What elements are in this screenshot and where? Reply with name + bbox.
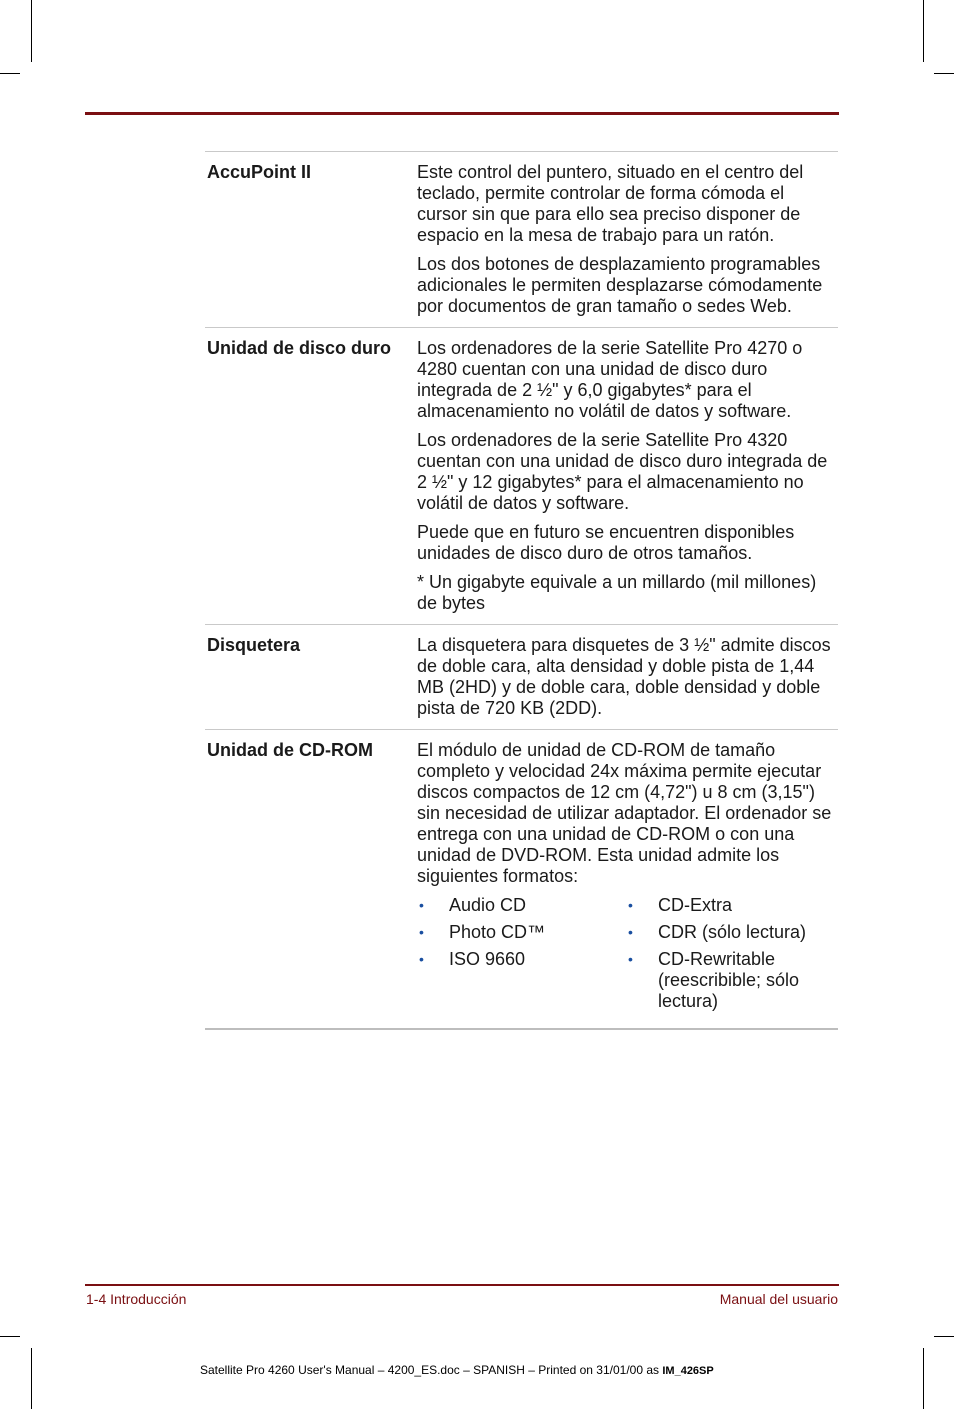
list-item <box>626 895 835 916</box>
list-item <box>417 922 626 943</box>
row-description <box>417 740 835 1018</box>
format-list-right <box>626 895 835 1018</box>
list-item-text: CD-Rewritable (reescribible; sólo lectura) <box>658 949 800 1011</box>
header-rule <box>85 112 839 115</box>
format-list-left <box>417 895 626 1018</box>
row-term: AccuPoint II <box>207 162 312 182</box>
paragraph: La disquetera para disquetes de 3 ½" admite discos de doble cara, alta densidad y doble pista de 1,44 MB (2HD) y de doble cara, doble densidad y doble pista de 720 KB (2DD). <box>417 635 831 718</box>
bullet-icon: • <box>419 924 424 940</box>
crop-mark <box>923 1348 924 1409</box>
row-description <box>417 635 835 719</box>
list-item-text: CDR (sólo lectura) <box>658 922 807 942</box>
paragraph: Este control del puntero, situado en el centro del teclado, permite controlar de forma cómoda el cursor sin que para ello sea preciso disponer de espacio en la mesa de trabajo para un ratón. <box>417 162 804 245</box>
row-description <box>417 162 835 317</box>
list-item <box>626 922 835 943</box>
list-item <box>417 895 626 916</box>
row-term: Unidad de disco duro <box>207 338 392 358</box>
bullet-icon: • <box>628 951 633 967</box>
bullet-icon: • <box>419 951 424 967</box>
bullet-icon: • <box>419 897 424 913</box>
paragraph: Los dos botones de desplazamiento programables adicionales le permiten desplazarse cómodamente por documentos de gran tamaño o sedes Web. <box>417 254 823 316</box>
bullet-icon: • <box>628 897 633 913</box>
paragraph: * Un gigabyte equivale a un millardo (mil millones) de bytes <box>417 572 817 613</box>
list-item-text: Photo CD™ <box>449 922 546 942</box>
footer-page-section: 1-4 Introducción <box>86 1291 187 1307</box>
row-term: Unidad de CD-ROM <box>207 740 373 760</box>
paragraph: Puede que en futuro se encuentren disponibles unidades de disco duro de otros tamaños. <box>417 522 795 563</box>
crop-mark <box>31 0 32 62</box>
crop-mark <box>923 0 924 62</box>
crop-mark <box>934 1336 954 1337</box>
print-info <box>200 1363 714 1377</box>
list-item <box>626 949 835 1012</box>
list-item-text: ISO 9660 <box>449 949 526 969</box>
format-list <box>417 895 835 1018</box>
list-item-text: Audio CD <box>449 895 527 915</box>
table-row <box>205 152 838 328</box>
spec-table <box>205 151 838 1030</box>
row-description <box>417 338 835 614</box>
crop-mark <box>0 1336 20 1337</box>
print-info-code: IM_426SP <box>662 1365 714 1377</box>
table-row <box>205 730 838 1030</box>
footer-manual-title: Manual del usuario <box>719 1291 838 1307</box>
table-row <box>205 328 838 625</box>
row-term: Disquetera <box>207 635 301 655</box>
paragraph: Los ordenadores de la serie Satellite Pro 4320 cuentan con una unidad de disco duro integrada de 2 ½" y 12 gigabytes* para el almacenamiento no volátil de datos y software. <box>417 430 828 513</box>
print-info-text: Satellite Pro 4260 User's Manual – 4200_ES.doc – SPANISH – Printed on 31/01/00 as <box>200 1363 660 1377</box>
list-item <box>417 949 626 970</box>
bullet-icon: • <box>628 924 633 940</box>
list-item-text: CD-Extra <box>658 895 733 915</box>
paragraph: El módulo de unidad de CD-ROM de tamaño completo y velocidad 24x máxima permite ejecutar discos compactos de 12 cm (4,72") u 8 cm (3,15") sin necesidad de utilizar adaptador. El ordenador se entrega con una unidad de CD-ROM o con una unidad de DVD-ROM. Esta unidad admite los siguientes formatos: <box>417 740 832 886</box>
paragraph: Los ordenadores de la serie Satellite Pro 4270 o 4280 cuentan con una unidad de disco duro integrada de 2 ½" y 6,0 gigabytes* para el almacenamiento no volátil de datos y software. <box>417 338 803 421</box>
table-row <box>205 625 838 730</box>
footer-rule <box>85 1284 839 1286</box>
crop-mark <box>934 73 954 74</box>
crop-mark <box>0 73 20 74</box>
crop-mark <box>31 1348 32 1409</box>
